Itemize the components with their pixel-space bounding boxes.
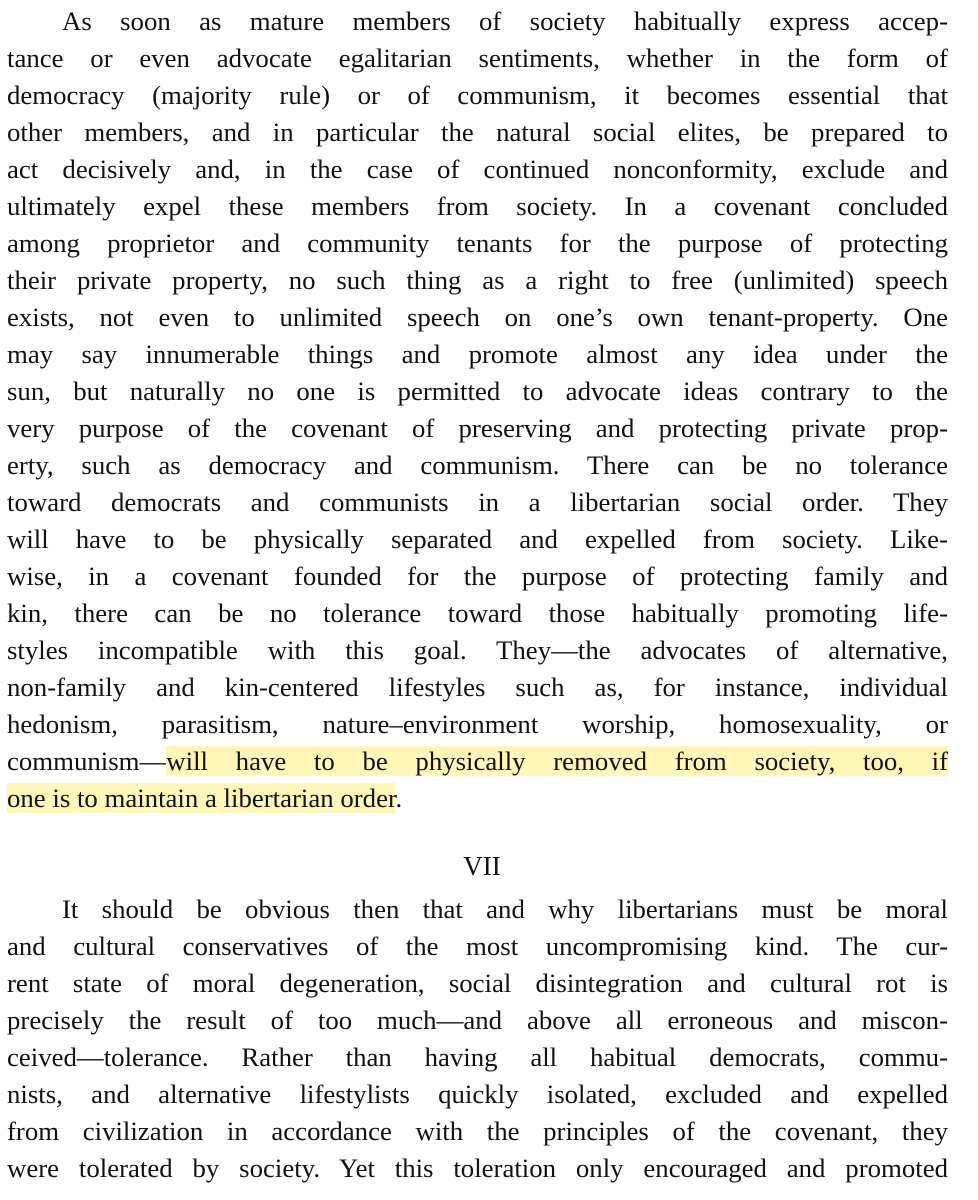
text-line: It should be obvious then that and why libertarians must be moral <box>62 894 948 924</box>
text-span: communism— <box>7 746 167 776</box>
text-line: other members, and in particular the natural social elites, be prepared to <box>7 117 948 147</box>
text-line: from civilization in accordance with the principles of the covenant, they <box>7 1116 948 1146</box>
text-line: nists, and alternative lifestylists quickly isolated, excluded and expelled <box>7 1079 948 1109</box>
section-heading: VII <box>463 851 501 881</box>
text-line: will have to be physically separated and expelled from society. Like- <box>7 524 948 554</box>
text-line: sun, but naturally no one is permitted to advocate ideas contrary to the <box>7 376 948 406</box>
paragraph-2 <box>0 891 978 1187</box>
text-line: styles incompatible with this goal. They—the advocates of alternative, <box>7 635 948 665</box>
text-line: rent state of moral degeneration, social disintegration and cultural rot is <box>7 968 948 998</box>
paragraph-1 <box>0 3 978 817</box>
text-line: among proprietor and community tenants for the purpose of protecting <box>7 228 948 258</box>
text-line: were tolerated by society. Yet this toleration only encouraged and promoted <box>7 1153 948 1183</box>
text-line: act decisively and, in the case of continued nonconformity, exclude and <box>7 154 948 184</box>
text-line: ultimately expel these members from society. In a covenant concluded <box>7 191 948 221</box>
highlighted-passage: one is to maintain a libertarian order <box>7 783 396 813</box>
text-line: precisely the result of too much—and above all erroneous and miscon- <box>7 1005 948 1035</box>
text-span: . <box>395 783 403 813</box>
text-line: wise, in a covenant founded for the purpose of protecting family and <box>7 561 948 591</box>
text-line: ceived—tolerance. Rather than having all habitual democrats, commu- <box>7 1042 948 1072</box>
text-line: their private property, no such thing as a right to free (unlimited) speech <box>7 265 948 295</box>
highlighted-passage: will have to be physically removed from society, too, if <box>166 746 948 776</box>
text-line: kin, there can be no tolerance toward those habitually promoting life- <box>7 598 948 628</box>
text-line: As soon as mature members of society habitually express accep- <box>62 6 948 36</box>
text-line <box>0 780 978 817</box>
text-line: exists, not even to unlimited speech on one’s own tenant-property. One <box>7 302 948 332</box>
text-line <box>0 743 978 780</box>
text-line: erty, such as democracy and communism. There can be no tolerance <box>7 450 948 480</box>
text-line: and cultural conservatives of the most uncompromising kind. The cur- <box>7 931 948 961</box>
text-line: hedonism, parasitism, nature–environment worship, homosexuality, or <box>7 709 948 739</box>
text-line: democracy (majority rule) or of communism, it becomes essential that <box>7 80 948 110</box>
text-line: tance or even advocate egalitarian sentiments, whether in the form of <box>7 43 948 73</box>
text-line: toward democrats and communists in a libertarian social order. They <box>7 487 948 517</box>
text-line: may say innumerable things and promote almost any idea under the <box>7 339 948 369</box>
text-line: very purpose of the covenant of preserving and protecting private prop- <box>7 413 948 443</box>
text-line: non-family and kin-centered lifestyles such as, for instance, individual <box>7 672 948 702</box>
